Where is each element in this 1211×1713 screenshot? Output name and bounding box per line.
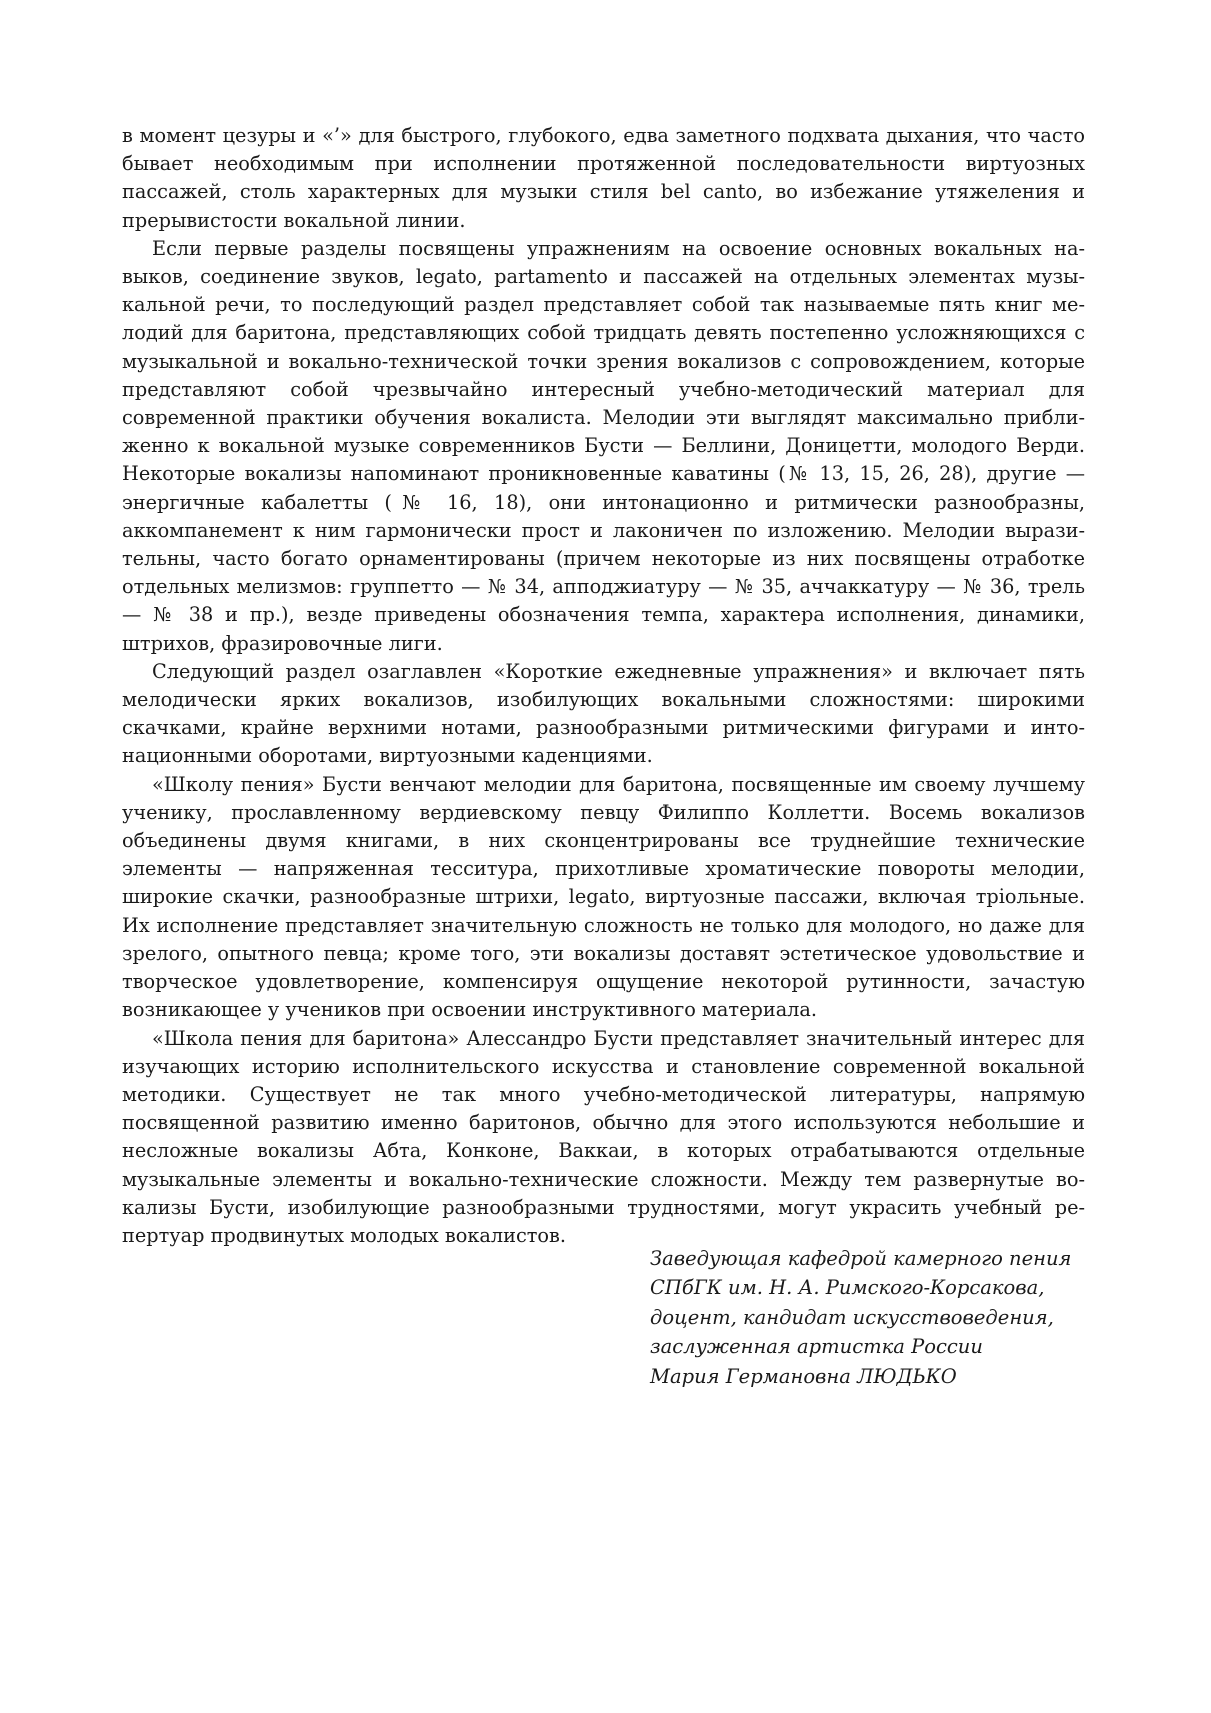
document-body	[122, 122, 1085, 1250]
signature-institution: СПбГК им. Н. А. Римского-Корсакова,	[650, 1276, 1045, 1300]
author-signature-block	[650, 1244, 1071, 1391]
signature-degree: доцент, кандидат искусствоведения,	[650, 1305, 1054, 1329]
paragraph-daily-exercises: Следующий раздел озаглавлен «Короткие ежедневные упражнения» и включает пять мелодически ярких вокализов, изобилующих вокальными сложностями: широкими скачками, крайне верхними нотами, разнообразными ритмическими фигурами и интонационными оборотами, виртуозными каденциями.	[122, 659, 1085, 768]
signature-position: Заведующая кафедрой камерного пения	[650, 1247, 1072, 1270]
paragraph-coletti-melodies: «Школу пения» Бусти венчают мелодии для баритона, посвященные им своему лучшему ученику, прославленному вердиевскому певцу Филиппо Коллетти. Восемь вокализов объединены двумя книгами, в них сконцентрированы все труднейшие технические элементы — напряженная тесситура, прихотливые хроматические повороты мелодии, широкие скачки, разнообразные штрихи, legato, виртуозные пассажи, включая трioльные. Их исполнение представляет значительную сложность не только для молодого, но даже для зрелого, опытного певца; кроме того, эти вокализы доставят эстетическое удовольствие и творческое удовлетворение, компенсируя ощущение некоторой рутинности, зачастую возникающее у учеников при освоении инструктивного материала.	[122, 772, 1085, 1022]
paragraph-conclusion: «Школа пения для баритона» Алессандро Бусти представляет значительный интерес для изучающих историю исполнительского искусства и становление современной вокальной методики. Существует не так много учебно-методической литературы, напрямую посвященной развитию именно баритонов, обычно для этого используются небольшие и несложные вокализы Абта, Конконе, Ваккаи, в которых отрабатываются отдельные музыкальные элементы и вокально-технические сложности. Между тем развернутые вокализы Бусти, изобилующие разнообразными трудностями, могут украсить учебный репертуар продвинутых молодых вокалистов.	[122, 1026, 1085, 1247]
signature-title: заслуженная артистка России	[650, 1335, 983, 1359]
signature-author-name: Мария Германовна ЛЮДЬКО	[650, 1364, 957, 1388]
paragraph-continuation: в момент цезуры и «’» для быстрого, глубокого, едва заметного подхвата дыхания, что часто бывает необходимым при исполнении протяженной последовательности виртуозных пассажей, столь характерных для музыки стиля bel canto, во избежание утяжеления и прерывистости вокальной линии.	[122, 124, 1085, 232]
paragraph-melodies-books: Если первые разделы посвящены упражнениям на освоение основных вокальных навыков, соединение звуков, legato, partamento и пассажей на отдельных элементах музыкальной речи, то последующий раздел представляет собой так называемые пять книг мелодий для баритона, представляющих собой тридцать девять постепенно усложняющихся с музыкальной и вокально-технической точки зрения вокализов с сопровождением, которые представляют собой чрезвычайно интересный учебно-методический материал для современной практики обучения вокалиста. Мелодии эти выглядят максимально приближенно к вокальной музыке современников Бусти — Беллини, Доницетти, молодого Верди. Некоторые вокализы напоминают проникновенные каватины (№ 13, 15, 26, 28), другие — энергичные кабалетты (№ 16, 18), они интонационно и ритмически разнообразны, аккомпанемент к ним гармонически прост и лаконичен по изложению. Мелодии выразительны, часто богато орнаментированы (причем некоторые из них посвящены отработке отдельных мелизмов: группетто — № 34, апподжиатуру — № 35, аччаккатуру — № 36, трель — № 38 и пр.), везде приведены обозначения темпа, характера исполнения, динамики, штрихов, фразировочные лиги.	[122, 236, 1085, 655]
